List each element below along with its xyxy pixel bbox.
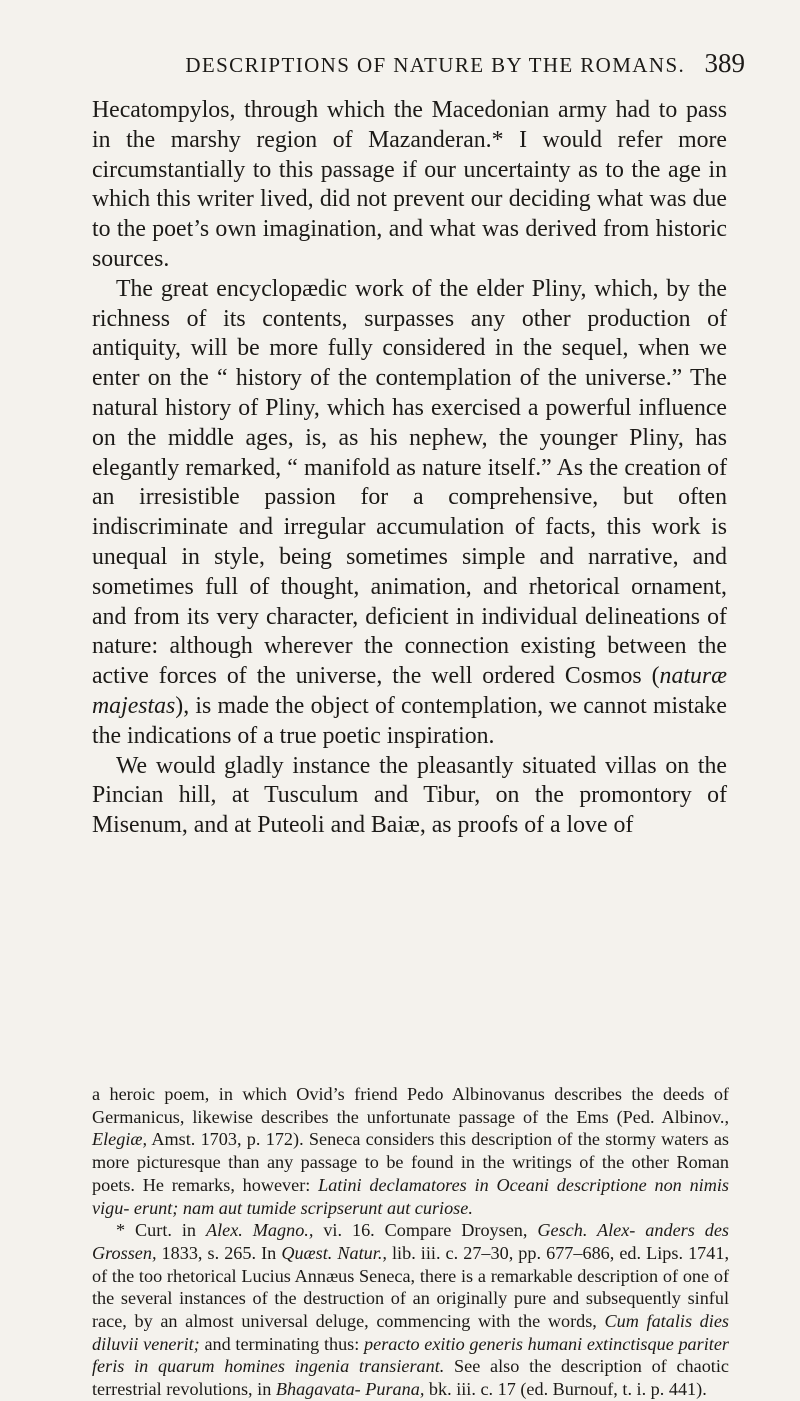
running-head: DESCRIPTIONS OF NATURE BY THE ROMANS. — [185, 53, 686, 77]
paragraph-pliny — [92, 275, 727, 752]
latin-phrase: naturæ majestas — [92, 663, 727, 719]
footnote-text: vi. 16. Compare Droysen, — [313, 1220, 538, 1241]
footnote-italic: Alex. Magno., — [205, 1220, 314, 1241]
footnote-italic: Cum fatalis dies diluvii venerit; — [92, 1311, 729, 1354]
paragraph-text: Hecatompylos, through which the Macedonian army had to pass in the marshy region of Mazanderan.* I would refer more circumstantially to this passage if our uncertainty as to the age in which this writer lived, did not prevent our deciding what was due to the poet’s own imagination, and what was derived from historic sources. — [92, 97, 727, 272]
footnote-italic: Gesch. Alex- anders des Grossen, — [92, 1220, 729, 1263]
footnote-text: lib. iii. c. 27–30, pp. 677–686, ed. Lips. 1741, of the too rhetorical Lucius Annæus Seneca, there is a remarkable description of one of the several instances of the destruction of an originally pure and subsequently sinful race, by an almost universal deluge, commencing with the words, — [92, 1242, 729, 1332]
footnote-asterisk — [92, 1219, 729, 1401]
paragraph-text: We would gladly instance the pleasantly situated villas on the Pincian hill, at Tusculum and Tibur, on the promontory of Misenum, and at Puteoli and Baiæ, as proofs of a love of — [92, 752, 727, 839]
main-text — [92, 96, 727, 841]
paragraph-hecatompylos — [92, 96, 727, 275]
footnote-text: Amst. 1703, p. 172). Seneca considers this description of the stormy waters as more picturesque than any passage to be found in the writings of the other Roman poets. He remarks, however: — [92, 1129, 729, 1195]
footnote-text: and terminating thus: — [199, 1333, 365, 1354]
footnote-text: * Curt. in — [116, 1220, 206, 1241]
footnote-continuation — [92, 1083, 729, 1219]
page-number: 389 — [704, 48, 745, 78]
paragraph-villas — [92, 752, 727, 841]
footnote-italic: Bhagavata- Purana, — [275, 1379, 425, 1400]
paragraph-text: ), is made the object of contemplation, we cannot mistake the indications of a true poetic inspiration. — [92, 692, 727, 749]
footnote-italic: Quæst. Natur., — [281, 1242, 387, 1263]
footnote-italic: peracto exitio generis humani extinctisque pariter feris in quarum homines ingenia transierant. — [92, 1333, 729, 1377]
page-header — [78, 48, 745, 84]
footnotes — [92, 1083, 729, 1401]
footnote-italic: Latini declamatores in Oceani descriptione non nimis vigu- erunt; nam aut tumide scripserunt aut curiose. — [92, 1174, 729, 1218]
footnote-text: See also the description of chaotic terrestrial revolutions, in — [92, 1356, 729, 1400]
footnote-italic: Elegiæ, — [92, 1129, 148, 1150]
paragraph-text: The great encyclopædic work of the elder Pliny, which, by the richness of its contents, surpasses any other production of antiquity, will be more fully considered in the sequel, when we enter on the “ history of the contemplation of the universe.” The natural history of Pliny, which has exercised a powerful influence on the middle ages, is, as his nephew, the younger Pliny, has elegantly remarked, “ manifold as nature itself.” As the creation of an irresistible passion for a comprehensive, but often indiscriminate and irregular accumulation of facts, this work is unequal in style, being sometimes simple and narrative, and sometimes full of thought, animation, and rhetorical ornament, and from its very character, deficient in individual delineations of nature: although wherever the connection existing between the active forces of the universe, the well ordered Cosmos ( — [92, 275, 727, 690]
footnote-text: a heroic poem, in which Ovid’s friend Pedo Albinovanus describes the deeds of Germanicus, likewise describes the unfortunate passage of the Ems (Ped. Albinov., — [92, 1084, 729, 1127]
footnote-text: bk. iii. c. 17 (ed. Burnouf, t. i. p. 441). — [424, 1379, 707, 1400]
footnote-text: 1833, s. 265. In — [156, 1242, 282, 1263]
